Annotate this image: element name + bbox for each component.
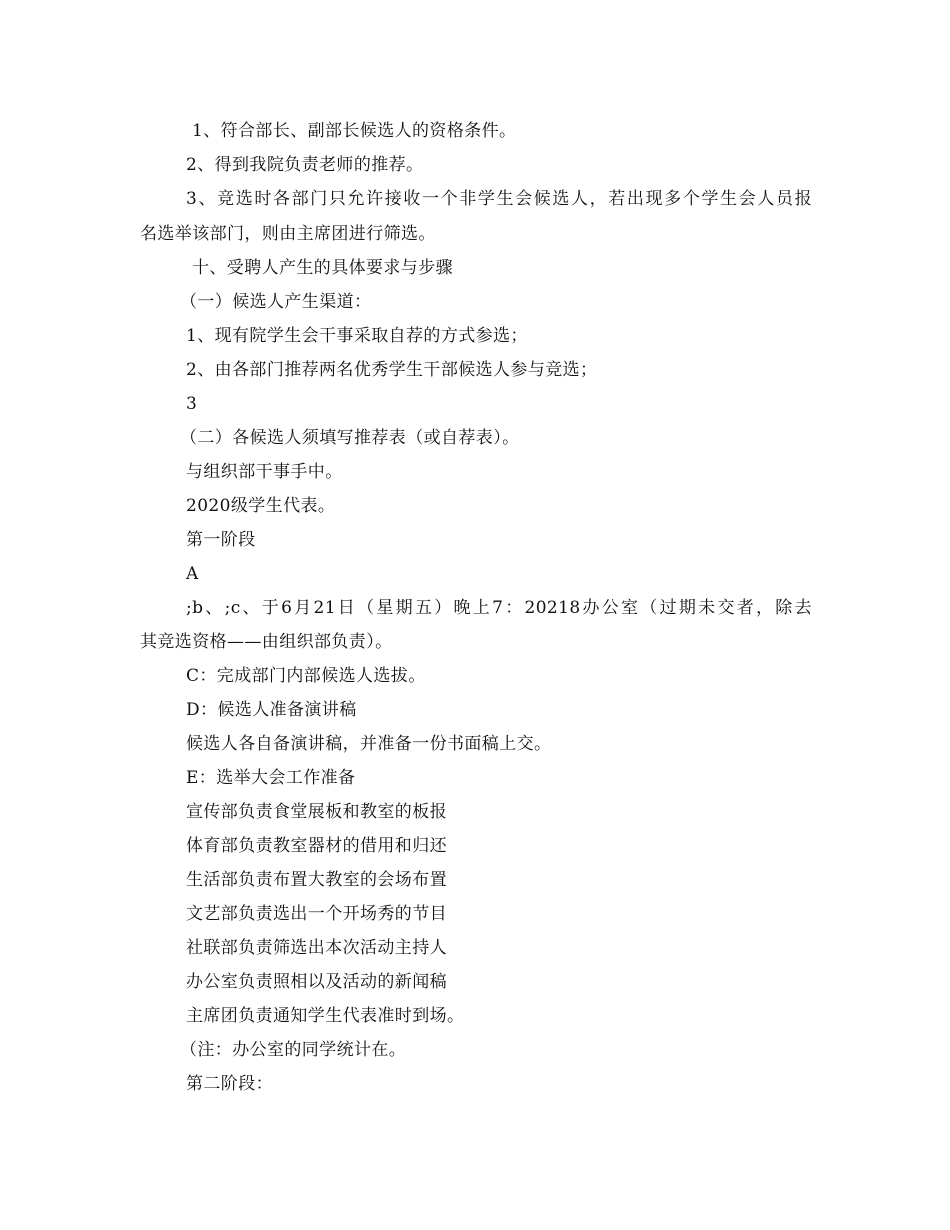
- text-line: 1、符合部长、副部长候选人的资格条件。: [192, 121, 517, 141]
- text-line: 主席团负责通知学生代表准时到场。: [186, 1006, 465, 1026]
- text-line: 体育部负责教室器材的借用和归还: [186, 836, 447, 856]
- text-line: 与组织部干事手中。: [186, 462, 343, 482]
- text-line: E：选举大会工作准备: [186, 768, 356, 788]
- section-heading: 十、受聘人产生的具体要求与步骤: [192, 258, 453, 278]
- text-line: 社联部负责筛选出本次活动主持人: [186, 938, 447, 958]
- text-line: 生活部负责布置大教室的会场布置: [186, 870, 447, 890]
- text-line: D：候选人准备演讲稿: [186, 700, 357, 720]
- text-line: C：完成部门内部候选人选拔。: [186, 666, 426, 686]
- subsection-heading: （一）候选人产生渠道：: [180, 292, 372, 312]
- text-line: 办公室负责照相以及活动的新闻稿: [186, 972, 447, 992]
- text-line: 2、由各部门推荐两名优秀学生干部候选人参与竞选；: [186, 360, 598, 380]
- text-line: 3: [186, 394, 198, 414]
- text-line: 2020级学生代表。: [186, 496, 336, 516]
- text-line: 其竞选资格——由组织部负责）。: [140, 632, 393, 652]
- text-line: 名选举该部门，则由主席团进行筛选。: [140, 224, 436, 244]
- text-line: A: [186, 564, 199, 584]
- text-line: 3、竞选时各部门只允许接收一个非学生会候选人，若出现多个学生会人员报: [186, 189, 812, 209]
- text-line: （注：办公室的同学统计在。: [180, 1040, 407, 1060]
- text-line: ;b、;c、于6月21日（星期五）晚上7：20218办公室（过期未交者，除去: [186, 598, 812, 618]
- subsection-heading: （二）各候选人须填写推荐表（或自荐表）。: [180, 428, 520, 448]
- stage-heading: 第二阶段：: [186, 1074, 273, 1094]
- text-line: 1、现有院学生会干事采取自荐的方式参选；: [186, 326, 528, 346]
- text-line: 宣传部负责食堂展板和教室的板报: [186, 802, 447, 822]
- text-line: 2、得到我院负责老师的推荐。: [186, 155, 424, 175]
- text-line: 候选人各自备演讲稿，并准备一份书面稿上交。: [186, 734, 552, 754]
- stage-heading: 第一阶段: [186, 530, 256, 550]
- text-line: 文艺部负责选出一个开场秀的节目: [186, 904, 447, 924]
